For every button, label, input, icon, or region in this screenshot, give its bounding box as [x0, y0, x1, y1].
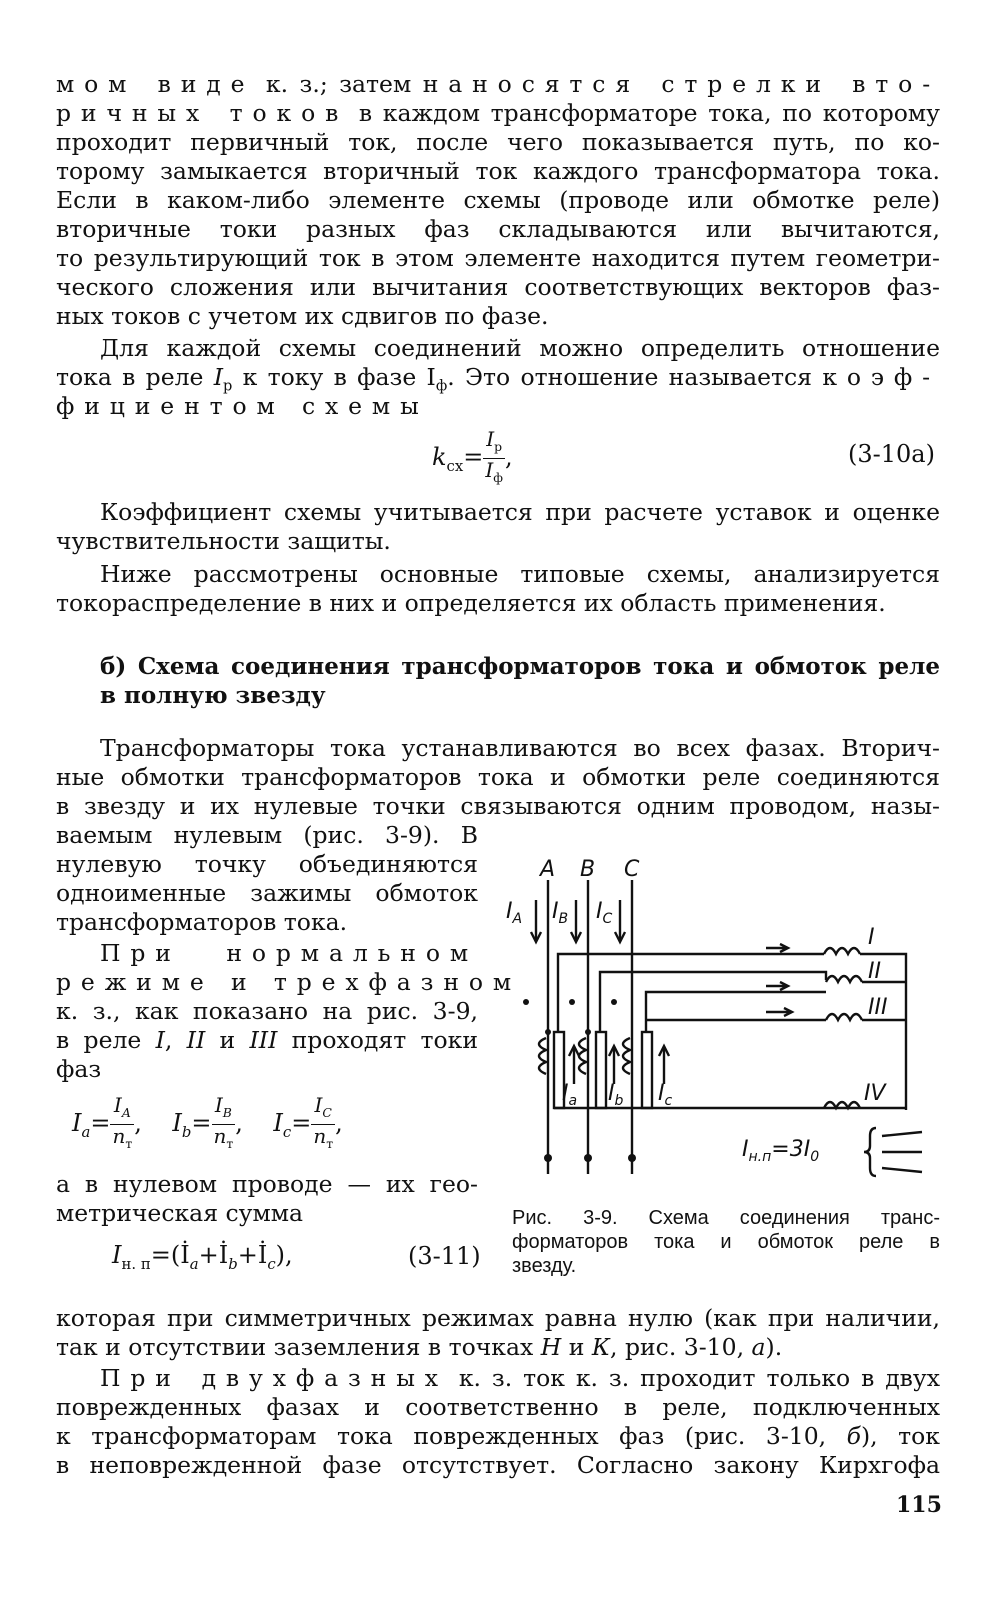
text-line: в звезду и их нулевые точки связываются одним проводом, назы-: [56, 792, 940, 820]
text-line: одноименные зажимы обмоток: [56, 879, 478, 907]
text-line: При двухфазных к. з. ток к. з. проходит только в двух: [100, 1364, 940, 1392]
neutral-current-label: $I_{н.п}=3I_0$: [742, 1137, 820, 1165]
text-line: ческого сложения или вычитания соответствующих векторов фаз-: [56, 273, 940, 301]
equation-phase-currents: $I_a=$ $\frac{I_A}{n_т}$ , $I_b=$ $\frac{I_B}{n_т}$ , $I_c=$ $\frac{I_C}{n_т}$ ,: [72, 1093, 343, 1151]
phase-label-c: C: [624, 857, 640, 882]
secondary-label-c: $I_c$: [658, 1081, 673, 1109]
equation-number: (3-10а): [848, 440, 935, 468]
equation-number: (3-11): [408, 1242, 481, 1270]
text-line: ные обмотки трансформаторов тока и обмотки реле соединяются: [56, 763, 940, 791]
text-line: фициентом схемы: [56, 392, 429, 420]
text-line: а в нулевом проводе — их гео-: [56, 1170, 478, 1198]
current-label-a: $I_A$: [506, 899, 523, 927]
secondary-label-a: $I_a$: [562, 1081, 578, 1109]
text-line: ричных токов в каждом трансформаторе тока, по которому: [56, 99, 940, 127]
text-line: Коэффициент схемы учитывается при расчете уставок и оценке: [100, 498, 940, 526]
relay-label-1: I: [868, 925, 875, 950]
figure-3-9-circuit: [496, 852, 940, 1182]
text-line: Если в каком-либо элементе схемы (проводе или обмотке реле): [56, 186, 940, 214]
text-line: чувствительности защиты.: [56, 527, 391, 555]
text-line: вторичные токи разных фаз складываются или вычитаются,: [56, 215, 940, 243]
text-line: режиме и трехфазном: [56, 968, 522, 996]
text-line: Для каждой схемы соединений можно определить отношение: [100, 334, 940, 362]
text-line: проходит первичный ток, после чего показывается путь, по ко-: [56, 128, 940, 156]
text-line: торому замыкается вторичный ток каждого трансформатора тока.: [56, 157, 940, 185]
secondary-label-b: $I_b$: [608, 1081, 624, 1109]
figure-caption: Рис. 3-9. Схема соединения транс- форматоров тока и обмоток реле в звезду.: [512, 1207, 940, 1277]
text-line: мом виде к. з.; затем наносятся стрелки вто-: [56, 70, 941, 98]
text-line: фаз: [56, 1055, 102, 1083]
text-line: поврежденных фазах и соответственно в реле, подключенных: [56, 1393, 940, 1421]
current-label-c: $I_C$: [596, 899, 613, 927]
text-line: метрическая сумма: [56, 1199, 304, 1227]
text-line: Ниже рассмотрены основные типовые схемы, анализируется: [100, 560, 940, 588]
text-line: в реле I, II и III проходят токи: [56, 1026, 478, 1054]
text-line: так и отсутствии заземления в точках Н и К, рис. 3-10, а).: [56, 1333, 783, 1361]
relay-label-4: IV: [864, 1081, 886, 1106]
text-line: то результирующий ток в этом элементе находится путем геометри-: [56, 244, 940, 272]
text-line: к трансформаторам тока поврежденных фаз (рис. 3-10, б), ток: [56, 1422, 940, 1450]
text-line: Трансформаторы тока устанавливаются во всех фазах. Вторич-: [100, 734, 940, 762]
text-line: тока в реле $I_р$ к току в фазе $I_ф$. Это отношение называется коэф-: [56, 363, 940, 395]
phase-label-b: B: [580, 857, 596, 882]
text-line: ваемым нулевым (рис. 3-9). В: [56, 821, 478, 849]
text-line: При нормальном: [100, 939, 478, 967]
section-heading: в полную звезду: [100, 682, 326, 709]
text-line: нулевую точку объединяются: [56, 850, 478, 878]
text-line: к. з., как показано на рис. 3-9,: [56, 997, 478, 1025]
page-number: 115: [896, 1492, 942, 1518]
relay-label-2: II: [868, 959, 881, 984]
current-label-b: $I_B$: [552, 899, 569, 927]
text-line: токораспределение в них и определяется их область применения.: [56, 589, 886, 617]
text-line: которая при симметричных режимах равна нулю (как при наличии,: [56, 1304, 940, 1332]
text-line: трансформаторов тока.: [56, 908, 348, 936]
section-heading: б) Схема соединения трансформаторов тока и обмоток реле: [100, 653, 940, 680]
text-line: в неповрежденной фазе отсутствует. Согласно закону Кирхгофа: [56, 1451, 940, 1479]
relay-label-3: III: [868, 995, 888, 1020]
text-line: ных токов с учетом их сдвигов по фазе.: [56, 302, 549, 330]
phase-label-a: A: [540, 857, 556, 882]
equation-3-11: $I_{н. п}=(İ_a+İ_b+İ_c)$,: [112, 1241, 293, 1273]
equation-3-10a: $k_{сх}=$ $\frac{I_р}{I_ф}$ ,: [432, 427, 513, 485]
